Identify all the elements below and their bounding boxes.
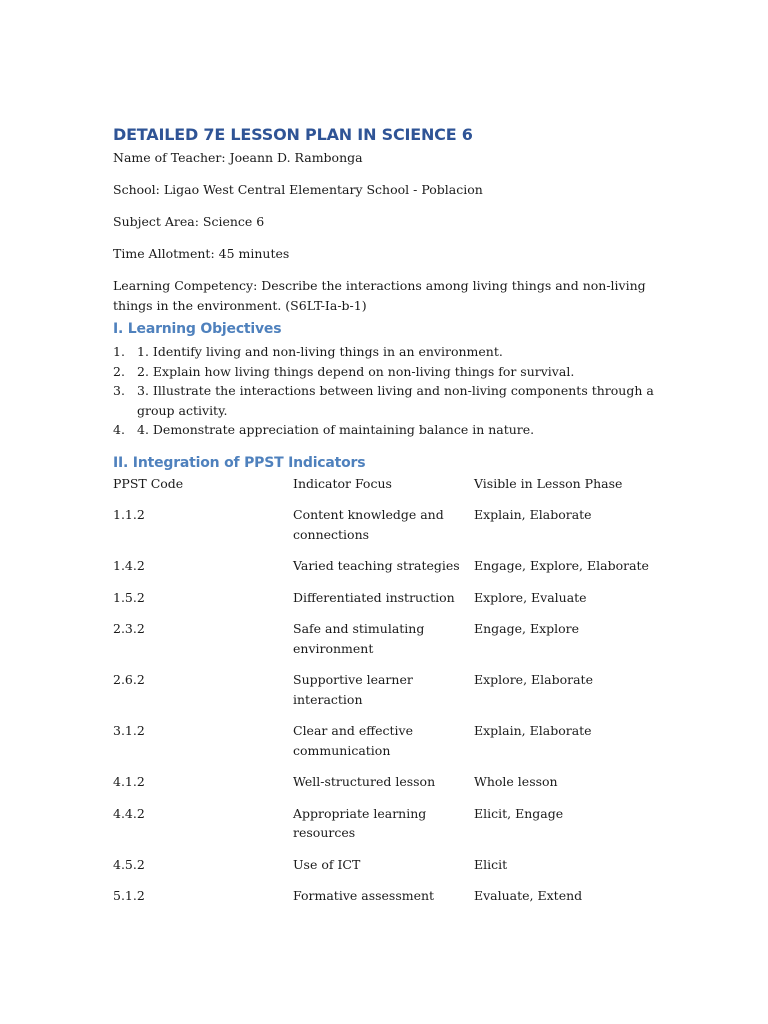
list-number: 3. [113,383,125,398]
cell-code: 4.4.2 [113,805,145,821]
subject-area: Subject Area: Science 6 [113,214,265,229]
cell-focus: Well-structured lesson [293,774,436,789]
cell-code: 3.1.2 [113,723,145,738]
objectives-list [113,342,658,440]
table-row [113,505,658,556]
cell-phase: Whole lesson [474,774,558,789]
table-row [113,588,658,620]
cell-focus: Varied teaching strategies [293,558,460,573]
cell-phase: Explore, Elaborate [474,672,593,687]
cell-focus: Formative assessment [293,888,435,903]
table-row [113,556,658,588]
cell-code: 1.4.2 [113,558,145,573]
table-row [113,886,658,918]
page-title: DETAILED 7E LESSON PLAN IN SCIENCE 6 [113,125,473,144]
column-header-focus: Indicator Focus [293,475,392,491]
table-row [113,855,658,887]
teacher-name: Name of Teacher: Joeann D. Rambonga [113,150,363,165]
document-page [113,124,658,918]
cell-phase: Evaluate, Extend [474,888,583,903]
cell-phase: Explore, Evaluate [474,589,587,605]
list-item [113,342,658,362]
table-header-row [113,474,658,506]
list-item [113,362,658,382]
learning-competency: Learning Competency: Describe the interactions among living things and non-living things in the environment. (S6LT-Ia-b-1) [113,278,646,313]
cell-phase: Elicit, Engage [474,805,564,821]
cell-phase: Explain, Elaborate [474,723,592,738]
school-name: School: Ligao West Central Elementary School - Poblacion [113,182,483,197]
cell-code: 5.1.2 [113,888,145,903]
table-row [113,670,658,721]
list-number: 1. [113,344,125,359]
list-number: 4. [113,422,125,437]
cell-code: 4.5.2 [113,856,145,872]
cell-focus: Supportive learner interaction [293,672,413,707]
objectives-heading: I. Learning Objectives [113,321,282,337]
cell-focus: Safe and stimulating environment [293,621,425,656]
ppst-heading: II. Integration of PPST Indicators [113,454,366,471]
cell-focus: Appropriate learning resources [293,805,427,840]
cell-focus: Clear and effective communication [293,723,413,758]
list-item [113,381,658,420]
cell-phase: Explain, Elaborate [474,507,592,522]
cell-code: 4.1.2 [113,774,145,789]
cell-phase: Engage, Explore, Elaborate [474,558,649,573]
list-text: 2. Explain how living things depend on non-living things for survival. [137,363,575,379]
list-item [113,420,658,440]
cell-code: 2.3.2 [113,621,145,636]
list-number: 2. [113,363,125,379]
cell-phase: Elicit [474,856,508,872]
table-row [113,772,658,804]
cell-focus: Differentiated instruction [293,589,455,605]
ppst-table [113,474,658,918]
cell-focus: Content knowledge and connections [293,507,444,542]
list-text: 1. Identify living and non-living things in an environment. [137,344,503,359]
table-row [113,804,658,855]
table-row [113,619,658,670]
list-text: 3. Illustrate the interactions between living and non-living components through a group activity. [137,383,654,418]
column-header-phase: Visible in Lesson Phase [474,475,623,491]
table-row [113,721,658,772]
cell-code: 1.1.2 [113,507,145,522]
list-text: 4. Demonstrate appreciation of maintaining balance in nature. [137,422,535,437]
cell-phase: Engage, Explore [474,621,580,636]
cell-code: 1.5.2 [113,589,145,605]
cell-code: 2.6.2 [113,672,145,687]
time-allotment: Time Allotment: 45 minutes [113,246,290,261]
cell-focus: Use of ICT [293,856,361,872]
column-header-code: PPST Code [113,475,184,491]
